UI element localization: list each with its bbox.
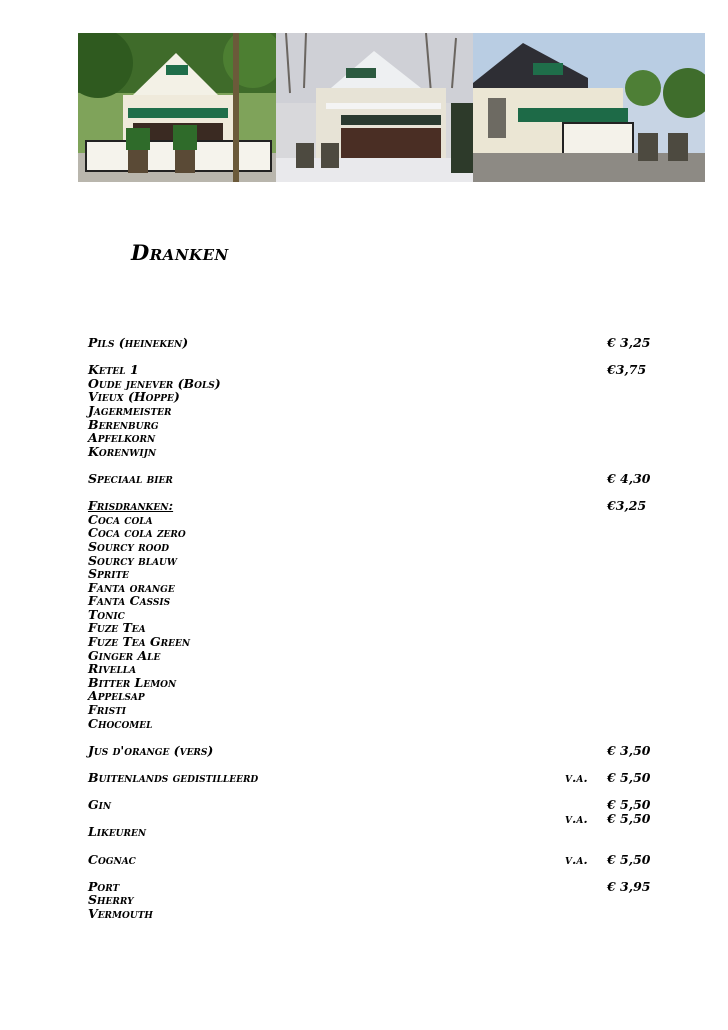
price-prefix: v.a. xyxy=(565,851,588,867)
item-name: Likeuren xyxy=(88,824,147,840)
item-name: Fanta Cassis xyxy=(88,593,171,609)
menu-item-pils xyxy=(88,336,658,350)
menu-item xyxy=(88,554,658,568)
item-name: Sprite xyxy=(88,566,130,582)
menu-item-gin xyxy=(88,798,658,812)
item-name: Fanta orange xyxy=(88,579,175,595)
menu-item xyxy=(88,649,658,663)
menu-item xyxy=(88,540,658,554)
menu-item-port xyxy=(88,880,658,894)
item-name: Chocomel xyxy=(88,715,153,731)
item-name: Pils (heineken) xyxy=(88,335,189,350)
item-price: €3,75 xyxy=(607,362,647,378)
menu-heading-frisdranken xyxy=(88,499,658,513)
menu-item xyxy=(88,581,658,595)
item-name: Cognac xyxy=(88,851,136,867)
menu-item xyxy=(88,635,658,649)
menu-item xyxy=(88,526,658,540)
menu-item xyxy=(88,567,658,581)
menu-item xyxy=(88,662,658,676)
header-photo-banner xyxy=(78,33,705,182)
menu-item xyxy=(88,418,658,432)
menu-item-jus-dorange xyxy=(88,744,658,758)
item-name: Frisdranken: xyxy=(88,498,174,514)
menu-item-buitenlands-gedistilleerd xyxy=(88,771,658,785)
menu-item xyxy=(88,717,658,731)
item-name: Appelsap xyxy=(88,688,145,704)
item-name: Rivella xyxy=(88,661,137,677)
item-name: Jagermeister xyxy=(88,402,172,418)
item-name: Korenwijn xyxy=(88,443,157,459)
menu-item-likeuren xyxy=(88,825,658,839)
menu-item xyxy=(88,621,658,635)
menu-item xyxy=(88,377,658,391)
restaurant-summer-photo xyxy=(78,33,276,182)
item-price: € 5,50 xyxy=(607,770,651,785)
item-name: Speciaal bier xyxy=(88,470,173,486)
item-name: Sourcy rood xyxy=(88,538,170,554)
item-price: € 4,30 xyxy=(607,470,651,486)
item-price: € 5,50 xyxy=(607,851,651,867)
item-price: € 3,25 xyxy=(607,335,651,350)
item-name: Oude jenever (Bols) xyxy=(88,375,221,391)
item-price: € 3,95 xyxy=(607,878,651,894)
menu-item xyxy=(88,676,658,690)
item-name: Sherry xyxy=(88,892,134,908)
menu-item xyxy=(88,907,658,921)
item-name: Port xyxy=(88,878,120,894)
item-name: Vermouth xyxy=(88,905,153,921)
menu-item xyxy=(88,608,658,622)
menu-item-ketel-1 xyxy=(88,363,658,377)
menu-item xyxy=(88,594,658,608)
restaurant-spring-photo xyxy=(473,33,705,182)
item-name: Tonic xyxy=(88,606,125,622)
drinks-menu xyxy=(88,336,658,921)
menu-item xyxy=(88,390,658,404)
item-name: Buitenlands gedistilleerd xyxy=(88,770,259,785)
menu-item xyxy=(88,431,658,445)
item-name: Ketel 1 xyxy=(88,362,139,378)
page-title: Dranken xyxy=(131,240,229,265)
menu-item xyxy=(88,445,658,459)
menu-item xyxy=(88,513,658,527)
menu-item xyxy=(88,689,658,703)
item-name: Vieux (Hoppe) xyxy=(88,389,180,405)
item-price: €3,25 xyxy=(607,498,647,514)
menu-item-likeuren-price xyxy=(88,812,658,826)
item-price: € 5,50 xyxy=(607,810,651,826)
price-prefix: v.a. xyxy=(565,810,588,826)
menu-item xyxy=(88,893,658,907)
item-name: Jus d'orange (vers) xyxy=(88,742,214,758)
menu-item-cognac xyxy=(88,853,658,867)
item-name: Coca cola xyxy=(88,511,153,527)
menu-item xyxy=(88,404,658,418)
item-name: Apfelkorn xyxy=(88,430,156,446)
item-price: € 5,50 xyxy=(607,797,651,813)
item-name: Coca cola zero xyxy=(88,525,186,541)
item-name: Bitter Lemon xyxy=(88,674,177,690)
item-name: Fuze Tea xyxy=(88,620,146,636)
menu-item-speciaal-bier xyxy=(88,472,658,486)
item-name: Fuze Tea Green xyxy=(88,634,191,650)
item-name: Gin xyxy=(88,797,112,813)
price-prefix: v.a. xyxy=(565,770,588,785)
item-name: Sourcy blauw xyxy=(88,552,178,568)
item-name: Berenburg xyxy=(88,416,159,432)
item-name: Fristi xyxy=(88,702,126,718)
item-name: Ginger Ale xyxy=(88,647,161,663)
item-price: € 3,50 xyxy=(607,742,651,758)
menu-item xyxy=(88,703,658,717)
restaurant-winter-photo xyxy=(276,33,473,182)
